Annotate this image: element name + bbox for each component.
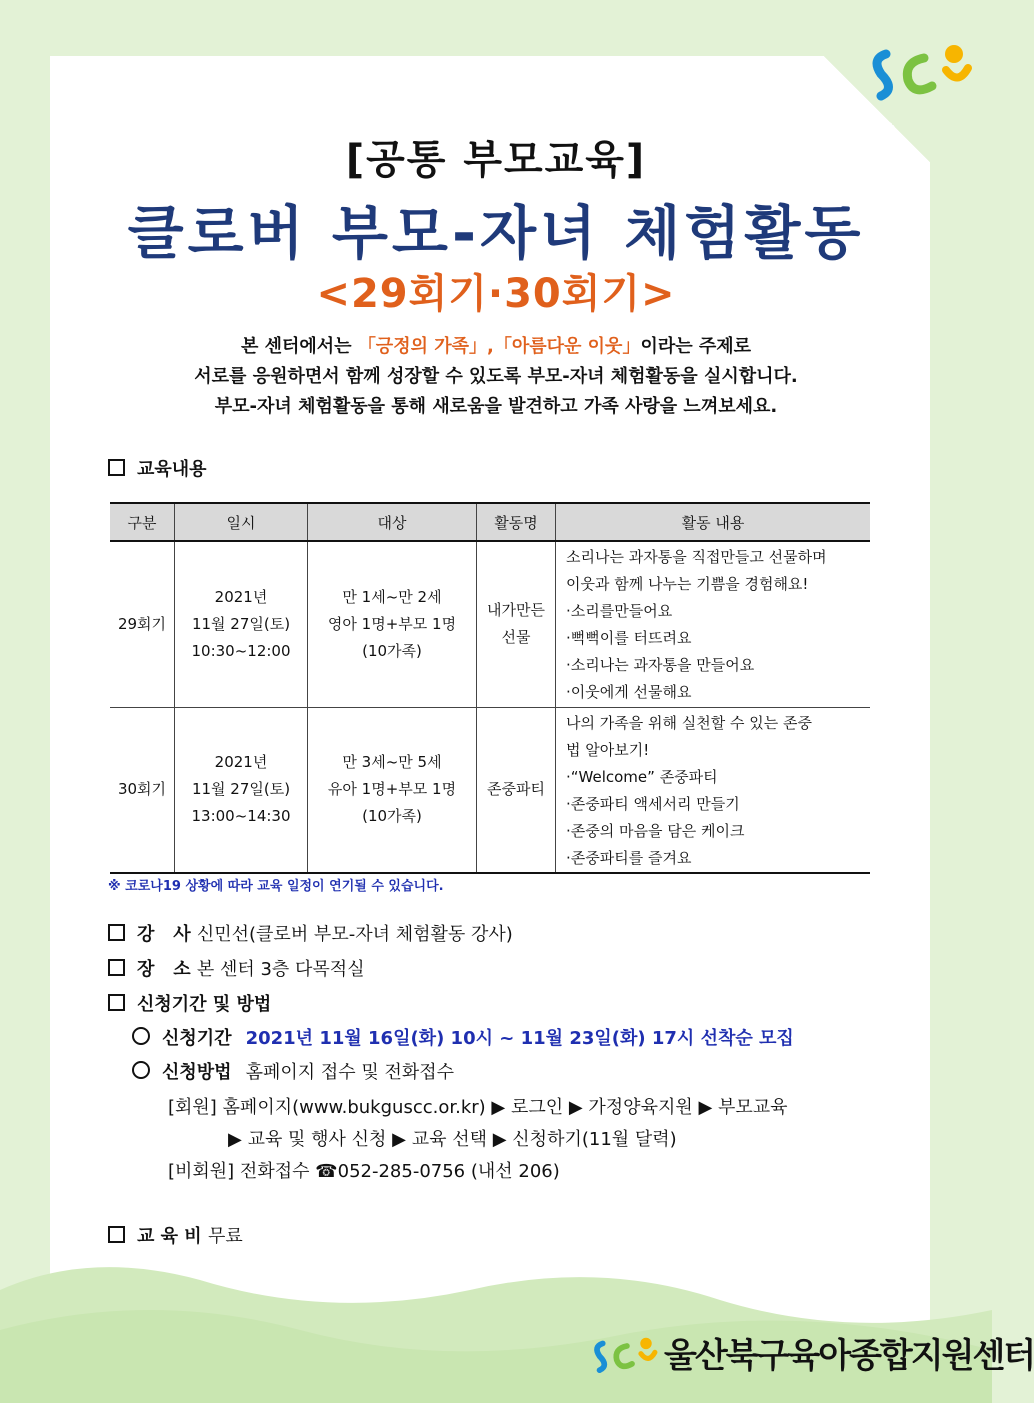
header-activity-name: 활동명	[477, 503, 556, 541]
place-label: 장 소	[137, 959, 191, 980]
table-row	[110, 707, 870, 873]
fee-value: 무료	[207, 1226, 243, 1247]
cell-datetime	[175, 541, 308, 707]
header-activity-content: 활동 내용	[556, 503, 871, 541]
checkbox-square-icon	[108, 459, 125, 476]
method-value: 홈페이지 접수 및 전화접수	[245, 1062, 454, 1083]
activity-content-line: ·소리를만들어요	[566, 602, 673, 620]
activity-content-line: ·존중파티를 즐겨요	[566, 848, 692, 867]
section-application	[108, 990, 271, 1016]
activity-content-line: ·존중파티 액세서리 만들기	[566, 794, 740, 813]
date-day: 11월 27일(토)	[191, 614, 291, 633]
target-age: 만 1세~만 2세	[342, 587, 442, 606]
application-period	[132, 1024, 794, 1050]
footer-organization-name: 울산북구육아종합지원센터	[664, 1336, 1034, 1376]
table-row	[110, 541, 870, 707]
cell-activity-name	[477, 707, 556, 873]
target-participants: 영아 1명+부모 1명	[327, 614, 457, 633]
place-value: 본 센터 3층 다목적실	[196, 959, 365, 980]
application-label: 신청기간 및 방법	[137, 994, 272, 1015]
header-target: 대상	[308, 503, 477, 541]
cell-target	[308, 541, 477, 707]
checkbox-square-icon	[108, 959, 125, 976]
circle-bullet-icon	[132, 1027, 150, 1045]
section-place	[108, 955, 365, 981]
cell-activity-content	[556, 541, 871, 707]
target-participants: 유아 1명+부모 1명	[327, 780, 457, 799]
activity-content-line: ·“Welcome” 존중파티	[566, 767, 718, 786]
cell-activity-name	[477, 541, 556, 707]
activity-name-line: 선물	[501, 628, 531, 647]
activity-name-line: 존중파티	[487, 780, 545, 799]
cell-activity-content	[556, 707, 871, 873]
section-education-content-label: 교육내용	[137, 459, 207, 480]
activity-content-line: 나의 가족을 위해 실천할 수 있는 존중	[566, 713, 812, 732]
checkbox-square-icon	[108, 1226, 125, 1243]
cell-session: 30회기	[110, 707, 175, 873]
activity-content-line: ·뻑뻑이를 터뜨려요	[566, 629, 692, 647]
activity-content-line: 소리나는 과자통을 직접만들고 선물하며	[566, 548, 827, 566]
header-category: 구분	[110, 503, 175, 541]
intro-line-1-post: 이라는 주제로	[640, 336, 752, 357]
checkbox-square-icon	[108, 924, 125, 941]
education-schedule-table	[110, 502, 870, 874]
cell-target	[308, 707, 477, 873]
method-label: 신청방법	[162, 1062, 232, 1083]
target-families: (10가족)	[362, 807, 422, 826]
intro-highlight-themes: 「긍정의 가족」,「아름다운 이웃」	[357, 336, 641, 357]
fee-label: 교 육 비	[137, 1226, 202, 1247]
period-label: 신청기간	[162, 1028, 232, 1049]
date-year: 2021년	[214, 753, 268, 772]
date-year: 2021년	[214, 587, 268, 606]
activity-content-line: ·존중의 마음을 담은 케이크	[566, 821, 745, 840]
application-method	[132, 1058, 454, 1084]
member-instructions-line-1: [회원] 홈페이지(www.bukguscc.or.kr) ▶ 로그인 ▶ 가정양육지원 ▶ 부모교육	[168, 1097, 788, 1118]
intro-text	[0, 332, 992, 422]
table-header-row	[110, 503, 870, 541]
date-time: 10:30~12:00	[191, 641, 291, 660]
nonmember-instructions: [비회원] 전화접수 ☎052-285-0756 (내선 206)	[168, 1161, 560, 1182]
date-time: 13:00~14:30	[191, 807, 291, 826]
intro-line-1	[0, 332, 992, 362]
circle-bullet-icon	[132, 1061, 150, 1079]
activity-content-line: 이웃과 함께 나누는 기쁨을 경험해요!	[566, 575, 809, 593]
footer-organization-logo	[590, 1322, 1034, 1384]
section-education-content	[108, 455, 207, 481]
cell-datetime	[175, 707, 308, 873]
date-day: 11월 27일(토)	[191, 780, 291, 799]
activity-content-line: ·이웃에게 선물해요	[566, 683, 692, 701]
header-datetime: 일시	[175, 503, 308, 541]
activity-content-line: 법 알아보기!	[566, 740, 650, 759]
title-program-name: 클로버 부모-자녀 체험활동	[127, 199, 865, 267]
target-families: (10가족)	[362, 641, 422, 660]
intro-line-3: 부모-자녀 체험활동을 통해 새로움을 발견하고 가족 사랑을 느껴보세요.	[214, 396, 778, 417]
covid-notice: ※ 코로나19 상황에 따라 교육 일정이 연기될 수 있습니다.	[108, 879, 444, 894]
center-logo-icon	[590, 1322, 660, 1384]
intro-line-2: 서로를 응원하면서 함께 성장할 수 있도록 부모-자녀 체험활동을 실시합니다.	[194, 366, 798, 387]
period-value: 2021년 11월 16일(화) 10시 ~ 11월 23일(화) 17시 선착순 모집	[245, 1028, 794, 1049]
section-instructor	[108, 920, 513, 946]
intro-line-1-pre: 본 센터에서는	[240, 336, 358, 357]
section-fee	[108, 1222, 243, 1248]
checkbox-square-icon	[108, 994, 125, 1011]
member-instructions-line-2: ▶ 교육 및 행사 신청 ▶ 교육 선택 ▶ 신청하기(11월 달력)	[228, 1129, 677, 1150]
activity-name-line: 내가만든	[487, 601, 545, 620]
center-logo-icon	[866, 34, 976, 104]
target-age: 만 3세~만 5세	[342, 753, 442, 772]
title-sessions: <29회기·30회기>	[316, 271, 676, 317]
activity-content-line: ·소리나는 과자통을 만들어요	[566, 656, 755, 674]
title-common-parent-education: [공통 부모교육]	[345, 137, 647, 183]
instructor-label: 강 사	[137, 924, 191, 945]
instructor-value: 신민선(클로버 부모-자녀 체험활동 강사)	[196, 924, 513, 945]
cell-session: 29회기	[110, 541, 175, 707]
